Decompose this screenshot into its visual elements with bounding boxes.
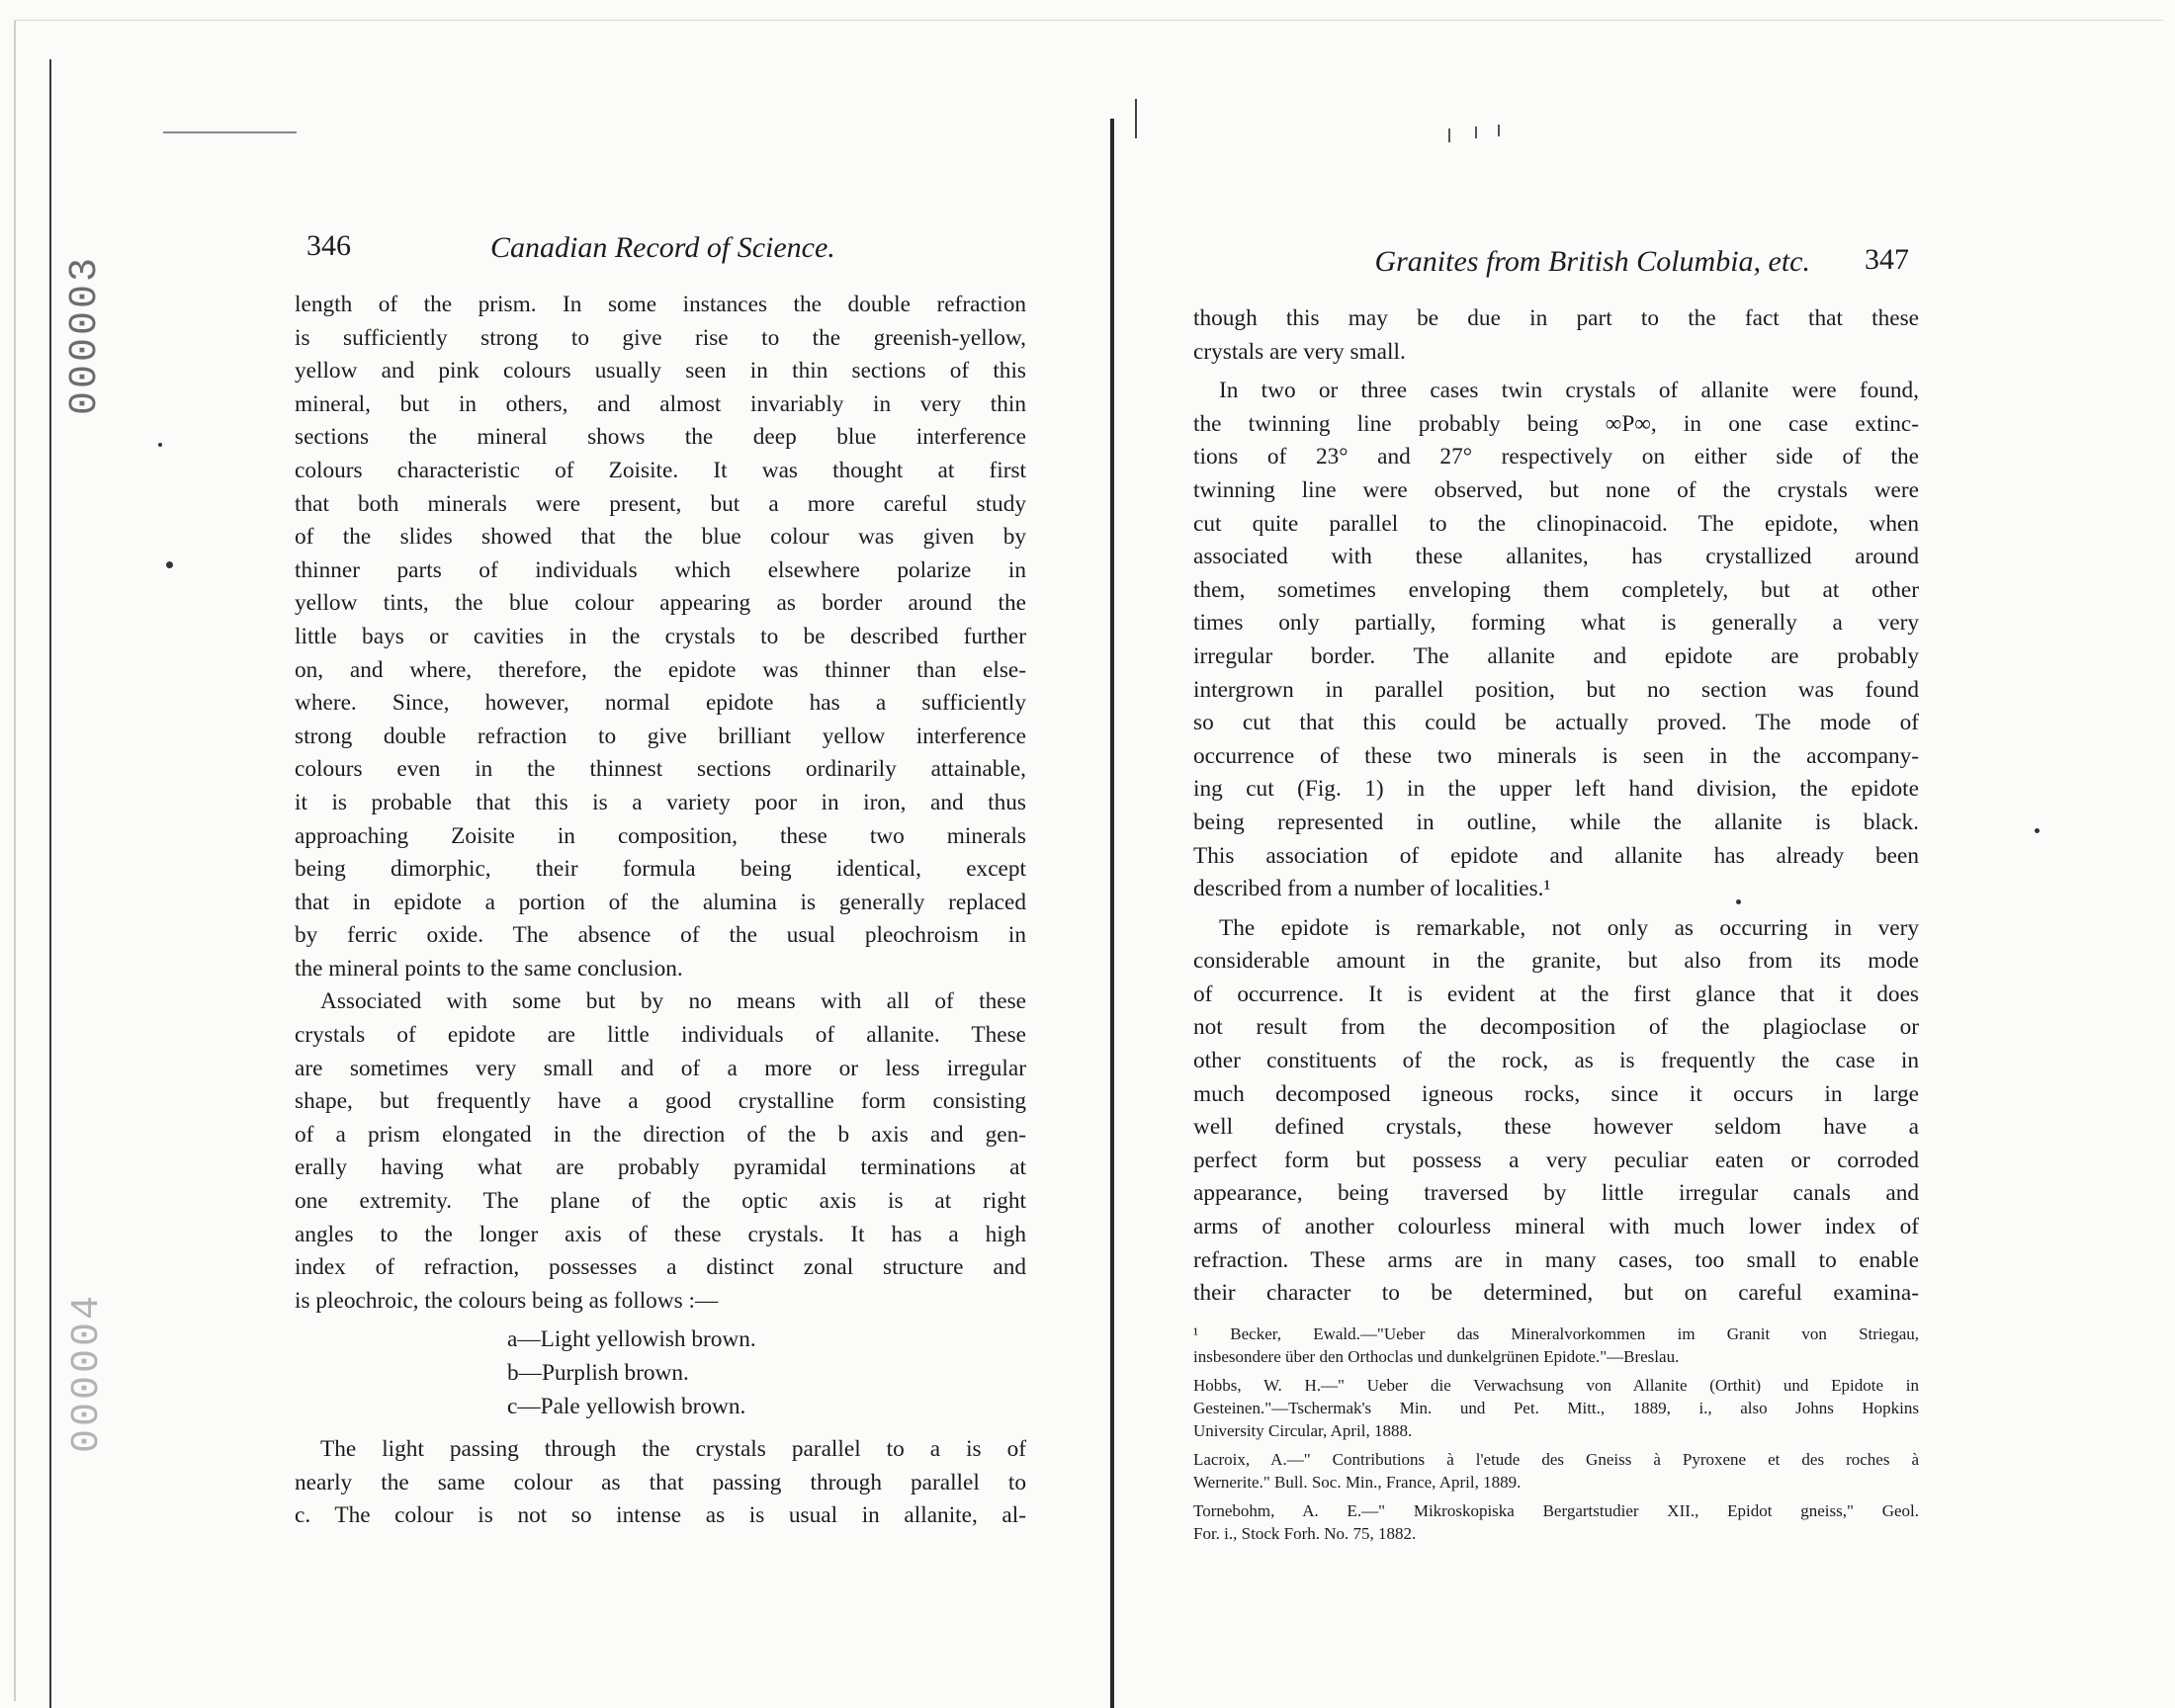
footnote-line: Gesteinen."—Tschermak's Min. und Pet. Mitt., 1889, i., also Johns Hopkins <box>1193 1398 1919 1417</box>
text-line: c. The colour is not so intense as is usual in allanite, al- <box>295 1502 1026 1529</box>
text-line: index of refraction, possesses a distinct zonal structure and <box>295 1254 1026 1281</box>
text-line: of the slides showed that the blue colour was given by <box>295 524 1026 551</box>
body-text <box>1193 302 1919 1311</box>
running-head-title: Granites from British Columbia, etc. <box>1374 245 1810 278</box>
scan-mark <box>1448 128 1450 142</box>
paragraph-start: In two or three cases twin crystals of allanite were found, <box>1219 378 1919 404</box>
text-line: considerable amount in the granite, but also from its mode <box>1193 948 1919 975</box>
text-line: arms of another colourless mineral with much lower index of <box>1193 1214 1919 1240</box>
text-line: cut quite parallel to the clinopinacoid. The epidote, when <box>1193 510 1919 537</box>
text-line: sections the mineral shows the deep blue interference <box>295 424 1026 451</box>
text-line: that both minerals were present, but a more careful study <box>295 490 1026 517</box>
left-page <box>295 229 1026 1533</box>
text-line: crystals are very small. <box>1193 338 1406 365</box>
text-line: length of the prism. In some instances the double refraction <box>295 292 1026 317</box>
text-line: described from a number of localities.¹ <box>1193 876 1551 902</box>
text-line: perfect form but possess a very peculiar eaten or corroded <box>1193 1147 1919 1173</box>
text-line: on, and where, therefore, the epidote was thinner than else- <box>295 656 1026 683</box>
text-line: twinning line were observed, but none of the crystals were <box>1193 476 1919 503</box>
text-line: thinner parts of individuals which elsewhere polarize in <box>295 556 1026 583</box>
pleochroism-list <box>295 1324 1026 1423</box>
text-line: tions of 23° and 27° respectively on either side of the <box>1193 444 1919 470</box>
text-line: nearly the same colour as that passing through parallel to <box>295 1469 1026 1495</box>
text-line: This association of epidote and allanite has already been <box>1193 842 1919 869</box>
text-line: approaching Zoisite in composition, these two minerals <box>295 822 1026 849</box>
body-text-continued <box>295 1433 1026 1533</box>
text-line: are sometimes very small and of a more or less irregular <box>295 1055 1026 1081</box>
text-line: irregular border. The allanite and epidote are probably <box>1193 642 1919 669</box>
footnote-line: Tornebohm, A. E.—" Mikroskopiska Bergartstudier XII., Epidot gneiss," Geol. <box>1193 1500 1919 1520</box>
gutter-mark <box>1135 99 1137 138</box>
footnote <box>1193 1499 1919 1545</box>
reel-number-top: 000003 <box>63 254 108 415</box>
text-line: colours characteristic of Zoisite. It was thought at first <box>295 457 1026 483</box>
text-line: it is probable that this is a variety poor in iron, and thus <box>295 789 1026 815</box>
footnote-line: Wernerite." Bull. Soc. Min., France, April, 1889. <box>1193 1472 1522 1492</box>
text-line: ing cut (Fig. 1) in the upper left hand division, the epidote <box>1193 776 1919 803</box>
paragraph-start: The epidote is remarkable, not only as occurring in very <box>1219 914 1919 941</box>
text-line: of occurrence. It is evident at the first glance that it does <box>1193 981 1919 1007</box>
footnote-line: ¹ Becker, Ewald.—"Ueber das Mineralvorkommen im Granit von Striegau, <box>1193 1324 1919 1343</box>
scan-mark <box>1498 125 1500 136</box>
text-line: strong double refraction to give brilliant yellow interference <box>295 723 1026 749</box>
page-number: 346 <box>306 229 351 262</box>
text-line: is pleochroic, the colours being as follows :— <box>295 1287 719 1314</box>
body-text <box>295 289 1026 1318</box>
text-line: the mineral points to the same conclusion. <box>295 955 683 982</box>
text-line: well defined crystals, these however seldom have a <box>1193 1114 1919 1141</box>
footnote-line: For. i., Stock Forh. No. 75, 1882. <box>1193 1523 1417 1543</box>
footnote <box>1193 1323 1919 1368</box>
page-number: 347 <box>1865 243 1909 276</box>
footnote-line: insbesondere über den Orthoclas und dunkelgrünen Epidote."—Breslau. <box>1193 1346 1680 1366</box>
paragraph-start: Associated with some but by no means with all of these <box>320 988 1026 1015</box>
scan-speck <box>158 443 162 447</box>
text-line: is sufficiently strong to give rise to the greenish-yellow, <box>295 324 1026 351</box>
text-line: yellow tints, the blue colour appearing as border around the <box>295 590 1026 617</box>
left-margin-rule <box>49 59 51 1708</box>
text-line: being represented in outline, while the allanite is black. <box>1193 809 1919 835</box>
running-header <box>1193 243 1919 302</box>
text-line: of a prism elongated in the direction of the b axis and gen- <box>295 1121 1026 1148</box>
text-line: so cut that this could be actually proved. The mode of <box>1193 710 1919 736</box>
text-line: where. Since, however, normal epidote has a sufficiently <box>295 690 1026 717</box>
book-gutter <box>1110 119 1114 1708</box>
text-line: intergrown in parallel position, but no section was found <box>1193 676 1919 703</box>
text-line: angles to the longer axis of these crystals. It has a high <box>295 1221 1026 1247</box>
right-page <box>1193 243 1919 1551</box>
text-line: colours even in the thinnest sections ordinarily attainable, <box>295 756 1026 783</box>
text-line: other constituents of the rock, as is frequently the case in <box>1193 1048 1919 1074</box>
pleochroism-item: b—Purplish brown. <box>507 1360 689 1386</box>
text-line: times only partially, forming what is generally a very <box>1193 610 1919 637</box>
text-line: refraction. These arms are in many cases, too small to enable <box>1193 1246 1919 1273</box>
footnote <box>1193 1374 1919 1442</box>
text-line: one extremity. The plane of the optic axis is at right <box>295 1188 1026 1215</box>
pleochroism-item: c—Pale yellowish brown. <box>507 1393 746 1419</box>
text-line: that in epidote a portion of the alumina is generally replaced <box>295 889 1026 915</box>
text-line: their character to be determined, but on careful examina- <box>1193 1280 1919 1307</box>
scan-speck <box>166 561 173 568</box>
paragraph-start: The light passing through the crystals parallel to a is of <box>320 1436 1026 1463</box>
footnote-line: University Circular, April, 1888. <box>1193 1420 1413 1440</box>
text-line: them, sometimes enveloping them completely, but at other <box>1193 576 1919 603</box>
scan-speck <box>2035 828 2040 833</box>
running-head-title: Canadian Record of Science. <box>490 231 835 264</box>
text-line: appearance, being traversed by little irregular canals and <box>1193 1180 1919 1207</box>
text-line: yellow and pink colours usually seen in thin sections of this <box>295 358 1026 384</box>
footnote <box>1193 1448 1919 1494</box>
text-line: though this may be due in part to the fact that these <box>1193 305 1919 331</box>
scan-mark <box>163 131 297 133</box>
footnotes <box>1193 1323 1919 1545</box>
text-line: the twinning line probably being ∞P∞, in one case extinc- <box>1193 410 1919 437</box>
text-line: mineral, but in others, and almost invariably in very thin <box>295 390 1026 417</box>
footnote-line: Lacroix, A.—" Contributions à l'etude des Gneiss à Pyroxene et des roches à <box>1193 1449 1919 1469</box>
text-line: crystals of epidote are little individuals of allanite. These <box>295 1022 1026 1049</box>
text-line: much decomposed igneous rocks, since it occurs in large <box>1193 1080 1919 1107</box>
footnote-line: Hobbs, W. H.—" Ueber die Verwachsung von Allanite (Orthit) und Epidote in <box>1193 1375 1919 1395</box>
text-line: little bays or cavities in the crystals to be described further <box>295 623 1026 649</box>
text-line: occurrence of these two minerals is seen in the accompany- <box>1193 742 1919 769</box>
pleochroism-item: a—Light yellowish brown. <box>507 1326 756 1353</box>
scan-mark <box>1475 127 1477 138</box>
text-line: associated with these allanites, has crystallized around <box>1193 544 1919 570</box>
text-line: being dimorphic, their formula being identical, except <box>295 856 1026 883</box>
text-line: erally having what are probably pyramidal terminations at <box>295 1154 1026 1181</box>
running-header <box>295 229 1026 289</box>
reel-number-bottom: 000004 <box>65 1292 110 1453</box>
text-line: shape, but frequently have a good crystalline form consisting <box>295 1088 1026 1115</box>
text-line: by ferric oxide. The absence of the usual pleochroism in <box>295 922 1026 949</box>
text-line: not result from the decomposition of the plagioclase or <box>1193 1014 1919 1041</box>
